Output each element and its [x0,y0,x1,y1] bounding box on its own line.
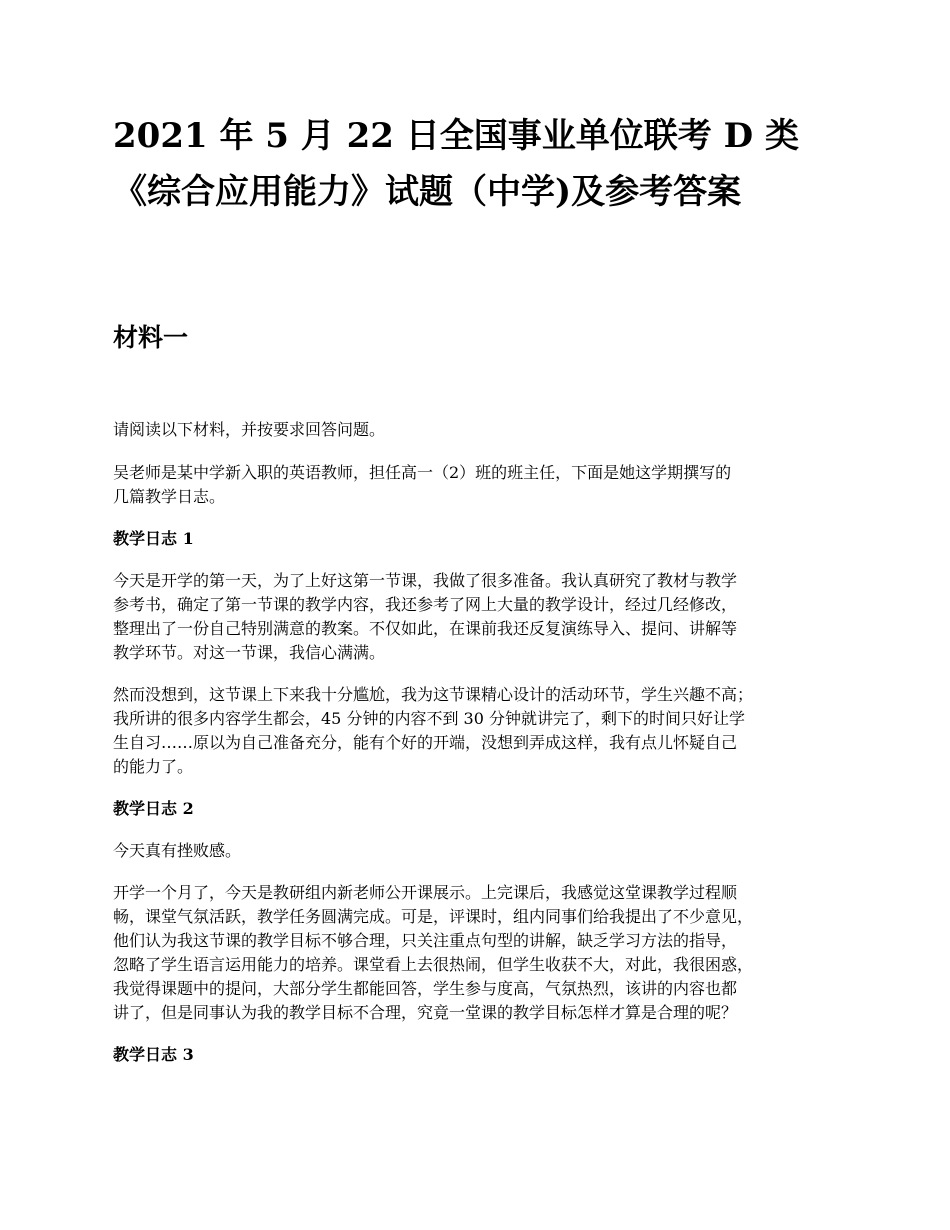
intro-paragraph: 请阅读以下材料，并按要求回答问题。 [113,420,386,439]
text-line: 开学一个月了，今天是教研组内新老师公开课展示。上完课后，我感觉这堂课教学过程顺 [113,883,738,902]
title-line: 2021 年 5 月 22 日全国事业单位联考 D 类 [113,116,799,156]
text-line: 教学环节。对这一节课，我信心满满。 [113,643,386,662]
text-line: 生自习……原以为自己准备充分，能有个好的开端，没想到弄成这样，我有点儿怀疑自己 [113,733,738,752]
text-line: 畅，课堂气氛活跃，教学任务圆满完成。可是，评课时，组内同事们给我提出了不少意见， [113,907,754,926]
text-line: 他们认为我这节课的教学目标不够合理，只关注重点句型的讲解，缺乏学习方法的指导， [113,931,738,950]
title-line: 《综合应用能力》试题（中学)及参考答案 [113,172,742,212]
text-line: 讲了，但是同事认为我的教学目标不合理，究竟一堂课的教学目标怎样才算是合理的呢？ [113,1003,738,1022]
context-paragraph [113,461,843,509]
text-line: 整理出了一份自己特别满意的教案。不仅如此，在课前我还反复演练导入、提问、讲解等 [113,619,738,638]
log1-paragraph-1 [113,569,843,665]
document-body [113,418,843,1085]
document-title [113,108,873,220]
text-line: 吴老师是某中学新入职的英语教师，担任高一（2）班的班主任，下面是她这学期撰写的 [113,463,732,482]
log2-heading: 教学日志 2 [113,799,194,818]
text-line: 然而没想到，这节课上下来我十分尴尬，我为这节课精心设计的活动环节，学生兴趣不高； [113,685,754,704]
log2-paragraph-2 [113,881,843,1025]
text-line: 我所讲的很多内容学生都会，45 分钟的内容不到 30 分钟就讲完了，剩下的时间只好让学 [113,709,745,728]
text-line: 几篇教学日志。 [113,487,226,506]
section-heading: 材料一 [113,323,189,352]
text-line: 忽略了学生语言运用能力的培养。课堂看上去很热闹，但学生收获不大，对此，我很困惑， [113,955,754,974]
text-line: 的能力了。 [113,757,194,776]
log1-paragraph-2 [113,683,843,779]
log1-heading: 教学日志 1 [113,529,194,548]
text-line: 我觉得课题中的提问，大部分学生都能回答，学生参与度高，气氛热烈，该讲的内容也都 [113,979,738,998]
text-line: 参考书，确定了第一节课的教学内容，我还参考了网上大量的教学设计，经过几经修改， [113,595,738,614]
log3-heading: 教学日志 3 [113,1045,194,1064]
text-line: 今天是开学的第一天，为了上好这第一节课，我做了很多准备。我认真研究了教材与教学 [113,571,738,590]
log2-paragraph-1: 今天真有挫败感。 [113,841,242,860]
